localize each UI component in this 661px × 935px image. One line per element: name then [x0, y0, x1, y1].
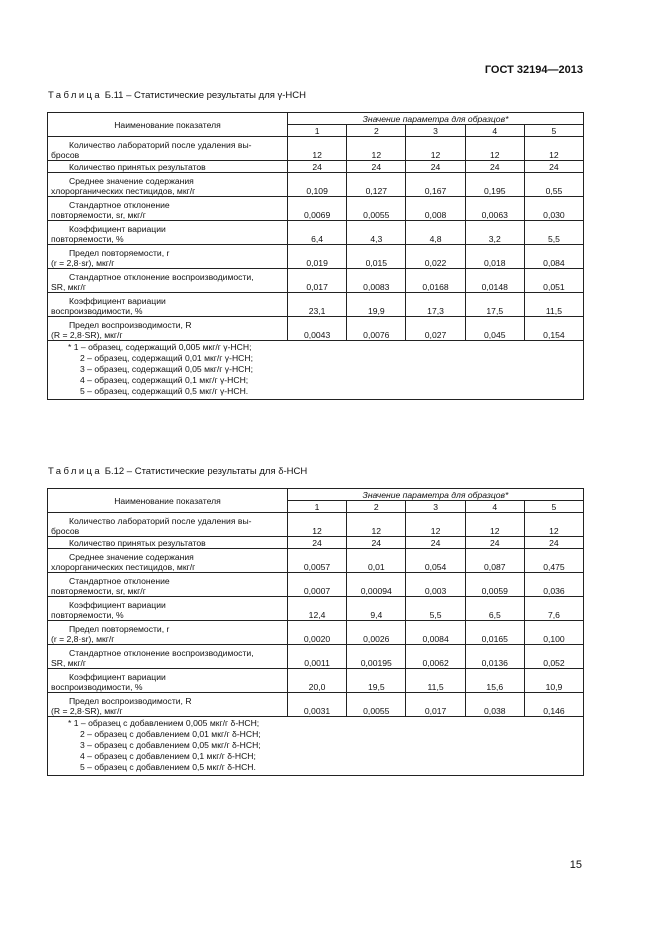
value-cell: 12: [465, 137, 524, 161]
value-cell: 0,036: [524, 573, 583, 597]
value-cell: 12: [406, 137, 465, 161]
table-row: [48, 537, 584, 549]
row-label-line: воспроизводимости, %: [51, 682, 143, 692]
value-cell: 0,01: [347, 549, 406, 573]
value-cell: 0,00094: [347, 573, 406, 597]
value-cell: 12: [288, 137, 347, 161]
table-footnote: [48, 717, 584, 776]
row-label-line: хлорорганических пестицидов, мкг/г: [51, 186, 196, 196]
table-row: [48, 245, 584, 269]
table-row: [48, 137, 584, 161]
value-cell: 0,052: [524, 645, 583, 669]
row-label: [48, 597, 288, 621]
footnote-line: 5 – образец с добавлением 0,5 мкг/г δ-НСН.: [80, 762, 256, 772]
value-cell: 0,003: [406, 573, 465, 597]
table-footnote: [48, 341, 584, 400]
row-label: [48, 293, 288, 317]
value-cell: 4,8: [406, 221, 465, 245]
value-cell: 4,3: [347, 221, 406, 245]
table-row: [48, 669, 584, 693]
table-b12-caption-word: Таблица: [48, 466, 103, 477]
row-label-line: SR, мкг/г: [51, 282, 87, 292]
value-cell: 24: [465, 161, 524, 173]
value-cell: 7,6: [524, 597, 583, 621]
value-cell: 0,018: [465, 245, 524, 269]
sample-number-header: 2: [347, 501, 406, 513]
value-cell: 24: [406, 161, 465, 173]
row-label: [48, 269, 288, 293]
row-label-line: повторяемости, %: [51, 234, 124, 244]
row-label: [48, 669, 288, 693]
table-row: [48, 513, 584, 537]
value-cell: 0,0057: [287, 549, 346, 573]
value-cell: 0,0168: [406, 269, 465, 293]
sample-number-header: 1: [287, 501, 346, 513]
value-cell: 0,0031: [287, 693, 346, 717]
table-b12-caption: [48, 466, 307, 477]
value-cell: 19,5: [347, 669, 406, 693]
value-cell: 0,0055: [347, 693, 406, 717]
value-cell: 19,9: [347, 293, 406, 317]
value-cell: 0,100: [524, 621, 583, 645]
sample-number-header: 5: [524, 125, 583, 137]
row-label: [48, 513, 288, 537]
row-label: [48, 537, 288, 549]
sample-number-header: 4: [465, 125, 524, 137]
table-row: [48, 597, 584, 621]
footnote-line: 2 – образец с добавлением 0,01 мкг/г δ-НСН;: [80, 729, 261, 739]
value-cell: 0,0136: [465, 645, 524, 669]
column-header-group: Значение параметра для образцов*: [287, 489, 583, 501]
column-header-group: Значение параметра для образцов*: [288, 113, 584, 125]
value-cell: 17,3: [406, 293, 465, 317]
row-label-line: (r = 2,8·sr), мкг/г: [51, 634, 115, 644]
table-b12: [47, 488, 584, 776]
value-cell: 12: [524, 137, 583, 161]
footnote-line: 4 – образец с добавлением 0,1 мкг/г δ-НСН;: [80, 751, 256, 761]
notes-row: [48, 717, 584, 776]
header-row: [48, 113, 584, 125]
value-cell: 0,146: [524, 693, 583, 717]
row-label-line: (r = 2,8·sr), мкг/г: [51, 258, 115, 268]
value-cell: 11,5: [524, 293, 583, 317]
table-row: [48, 221, 584, 245]
row-label-line: Стандартное отклонение: [69, 200, 170, 210]
value-cell: 0,0148: [465, 269, 524, 293]
value-cell: 0,0059: [465, 573, 524, 597]
row-label-line: Количество лабораторий после удаления вы-: [69, 516, 252, 526]
table-b11-caption-text: Б.11 – Статистические результаты для γ-НСН: [104, 90, 307, 101]
row-label-line: повторяемости, sr, мкг/г: [51, 210, 146, 220]
value-cell: 0,127: [347, 173, 406, 197]
row-label-line: Стандартное отклонение: [69, 576, 170, 586]
row-label-line: Предел повторяемости, r: [69, 624, 170, 634]
row-label: [48, 161, 288, 173]
value-cell: 24: [288, 161, 347, 173]
value-cell: 0,0007: [287, 573, 346, 597]
value-cell: 0,019: [288, 245, 347, 269]
value-cell: 0,015: [347, 245, 406, 269]
value-cell: 0,167: [406, 173, 465, 197]
row-label-line: повторяемости, sr, мкг/г: [51, 586, 146, 596]
value-cell: 0,045: [465, 317, 524, 341]
row-label-line: SR, мкг/г: [51, 658, 87, 668]
table-row: [48, 693, 584, 717]
footnote-line: * 1 – образец с добавлением 0,005 мкг/г δ-НСН;: [68, 718, 260, 728]
table-row: [48, 269, 584, 293]
row-label: [48, 317, 288, 341]
row-label: [48, 549, 288, 573]
sample-number-header: 3: [406, 125, 465, 137]
value-cell: 12: [287, 513, 346, 537]
table-row: [48, 197, 584, 221]
value-cell: 12: [524, 513, 583, 537]
value-cell: 6,4: [288, 221, 347, 245]
value-cell: 3,2: [465, 221, 524, 245]
table-row: [48, 549, 584, 573]
value-cell: 0,0043: [288, 317, 347, 341]
row-label-line: повторяемости, %: [51, 610, 124, 620]
table-b11-caption: [48, 90, 306, 101]
value-cell: 11,5: [406, 669, 465, 693]
table-b11: [47, 112, 584, 400]
value-cell: 24: [347, 161, 406, 173]
row-label-line: Коэффициент вариации: [69, 672, 166, 682]
row-label-line: Среднее значение содержания: [69, 552, 194, 562]
value-cell: 10,9: [524, 669, 583, 693]
row-label-line: воспроизводимости, %: [51, 306, 143, 316]
row-label-line: Коэффициент вариации: [69, 224, 166, 234]
row-label-line: Количество лабораторий после удаления вы-: [69, 140, 252, 150]
row-label-line: Коэффициент вариации: [69, 600, 166, 610]
value-cell: 0,030: [524, 197, 583, 221]
row-label: [48, 693, 288, 717]
value-cell: 0,0011: [287, 645, 346, 669]
sample-number-header: 4: [465, 501, 524, 513]
value-cell: 12: [406, 513, 465, 537]
value-cell: 24: [524, 537, 583, 549]
column-header-name: Наименование показателя: [48, 113, 288, 137]
value-cell: 15,6: [465, 669, 524, 693]
row-label-line: Стандартное отклонение воспроизводимости,: [69, 272, 254, 282]
value-cell: 0,0084: [406, 621, 465, 645]
row-label-line: Коэффициент вариации: [69, 296, 166, 306]
sample-number-header: 3: [406, 501, 465, 513]
value-cell: 24: [287, 537, 346, 549]
value-cell: 0,109: [288, 173, 347, 197]
row-label-line: Количество принятых результатов: [69, 162, 206, 172]
value-cell: 0,154: [524, 317, 583, 341]
footnote-line: 5 – образец, содержащий 0,5 мкг/г γ-НСН.: [80, 386, 249, 396]
table-row: [48, 621, 584, 645]
sample-number-header: 5: [524, 501, 583, 513]
footnote-line: 3 – образец, содержащий 0,05 мкг/г γ-НСН;: [80, 364, 253, 374]
value-cell: 12: [347, 513, 406, 537]
row-label: [48, 645, 288, 669]
table-row: [48, 173, 584, 197]
value-cell: 0,0055: [347, 197, 406, 221]
row-label-line: бросов: [51, 526, 80, 536]
value-cell: 0,038: [465, 693, 524, 717]
value-cell: 6,5: [465, 597, 524, 621]
value-cell: 24: [465, 537, 524, 549]
footnote-line: 4 – образец, содержащий 0,1 мкг/г γ-НСН;: [80, 375, 249, 385]
row-label: [48, 245, 288, 269]
value-cell: 17,5: [465, 293, 524, 317]
value-cell: 0,051: [524, 269, 583, 293]
value-cell: 20,0: [287, 669, 346, 693]
footnote-line: * 1 – образец, содержащий 0,005 мкг/г γ-НСН;: [68, 342, 252, 352]
row-label: [48, 173, 288, 197]
value-cell: 24: [347, 537, 406, 549]
value-cell: 23,1: [288, 293, 347, 317]
table-b12-caption-text: Б.12 – Статистические результаты для δ-НСН: [104, 466, 308, 477]
document-standard-number: ГОСТ 32194—2013: [484, 64, 583, 76]
value-cell: 0,00195: [347, 645, 406, 669]
value-cell: 5,5: [406, 597, 465, 621]
header-row: [48, 489, 584, 501]
column-header-name: Наименование показателя: [48, 489, 288, 513]
row-label: [48, 197, 288, 221]
value-cell: 0,0076: [347, 317, 406, 341]
value-cell: 0,0020: [287, 621, 346, 645]
notes-row: [48, 341, 584, 400]
row-label-line: Стандартное отклонение воспроизводимости,: [69, 648, 254, 658]
value-cell: 0,195: [465, 173, 524, 197]
row-label-line: Среднее значение содержания: [69, 176, 194, 186]
value-cell: 0,55: [524, 173, 583, 197]
row-label-line: бросов: [51, 150, 80, 160]
table-row: [48, 293, 584, 317]
value-cell: 0,087: [465, 549, 524, 573]
value-cell: 0,0083: [347, 269, 406, 293]
table-row: [48, 317, 584, 341]
value-cell: 0,0063: [465, 197, 524, 221]
row-label-line: Предел повторяемости, r: [69, 248, 170, 258]
row-label-line: Количество принятых результатов: [69, 538, 206, 548]
value-cell: 0,0062: [406, 645, 465, 669]
value-cell: 12: [465, 513, 524, 537]
row-label-line: Предел воспроизводимости, R: [69, 696, 192, 706]
value-cell: 12,4: [287, 597, 346, 621]
row-label-line: (R = 2,8·SR), мкг/г: [51, 706, 123, 716]
sample-number-header: 2: [347, 125, 406, 137]
value-cell: 0,017: [406, 693, 465, 717]
sample-number-header: 1: [288, 125, 347, 137]
value-cell: 0,054: [406, 549, 465, 573]
value-cell: 0,022: [406, 245, 465, 269]
page-number: 15: [569, 859, 582, 871]
row-label-line: хлорорганических пестицидов, мкг/г: [51, 562, 196, 572]
value-cell: 0,475: [524, 549, 583, 573]
row-label: [48, 137, 288, 161]
value-cell: 0,008: [406, 197, 465, 221]
table-row: [48, 573, 584, 597]
table-row: [48, 645, 584, 669]
value-cell: 24: [406, 537, 465, 549]
value-cell: 0,0165: [465, 621, 524, 645]
value-cell: 9,4: [347, 597, 406, 621]
value-cell: 0,027: [406, 317, 465, 341]
row-label: [48, 621, 288, 645]
row-label-line: (R = 2,8·SR), мкг/г: [51, 330, 123, 340]
footnote-line: 2 – образец, содержащий 0,01 мкг/г γ-НСН;: [80, 353, 253, 363]
value-cell: 0,084: [524, 245, 583, 269]
table-row: [48, 161, 584, 173]
value-cell: 0,0026: [347, 621, 406, 645]
value-cell: 0,0069: [288, 197, 347, 221]
row-label: [48, 573, 288, 597]
value-cell: 5,5: [524, 221, 583, 245]
row-label-line: Предел воспроизводимости, R: [69, 320, 192, 330]
value-cell: 24: [524, 161, 583, 173]
value-cell: 12: [347, 137, 406, 161]
row-label: [48, 221, 288, 245]
value-cell: 0,017: [288, 269, 347, 293]
table-b11-caption-word: Таблица: [48, 90, 103, 101]
footnote-line: 3 – образец с добавлением 0,05 мкг/г δ-НСН;: [80, 740, 261, 750]
